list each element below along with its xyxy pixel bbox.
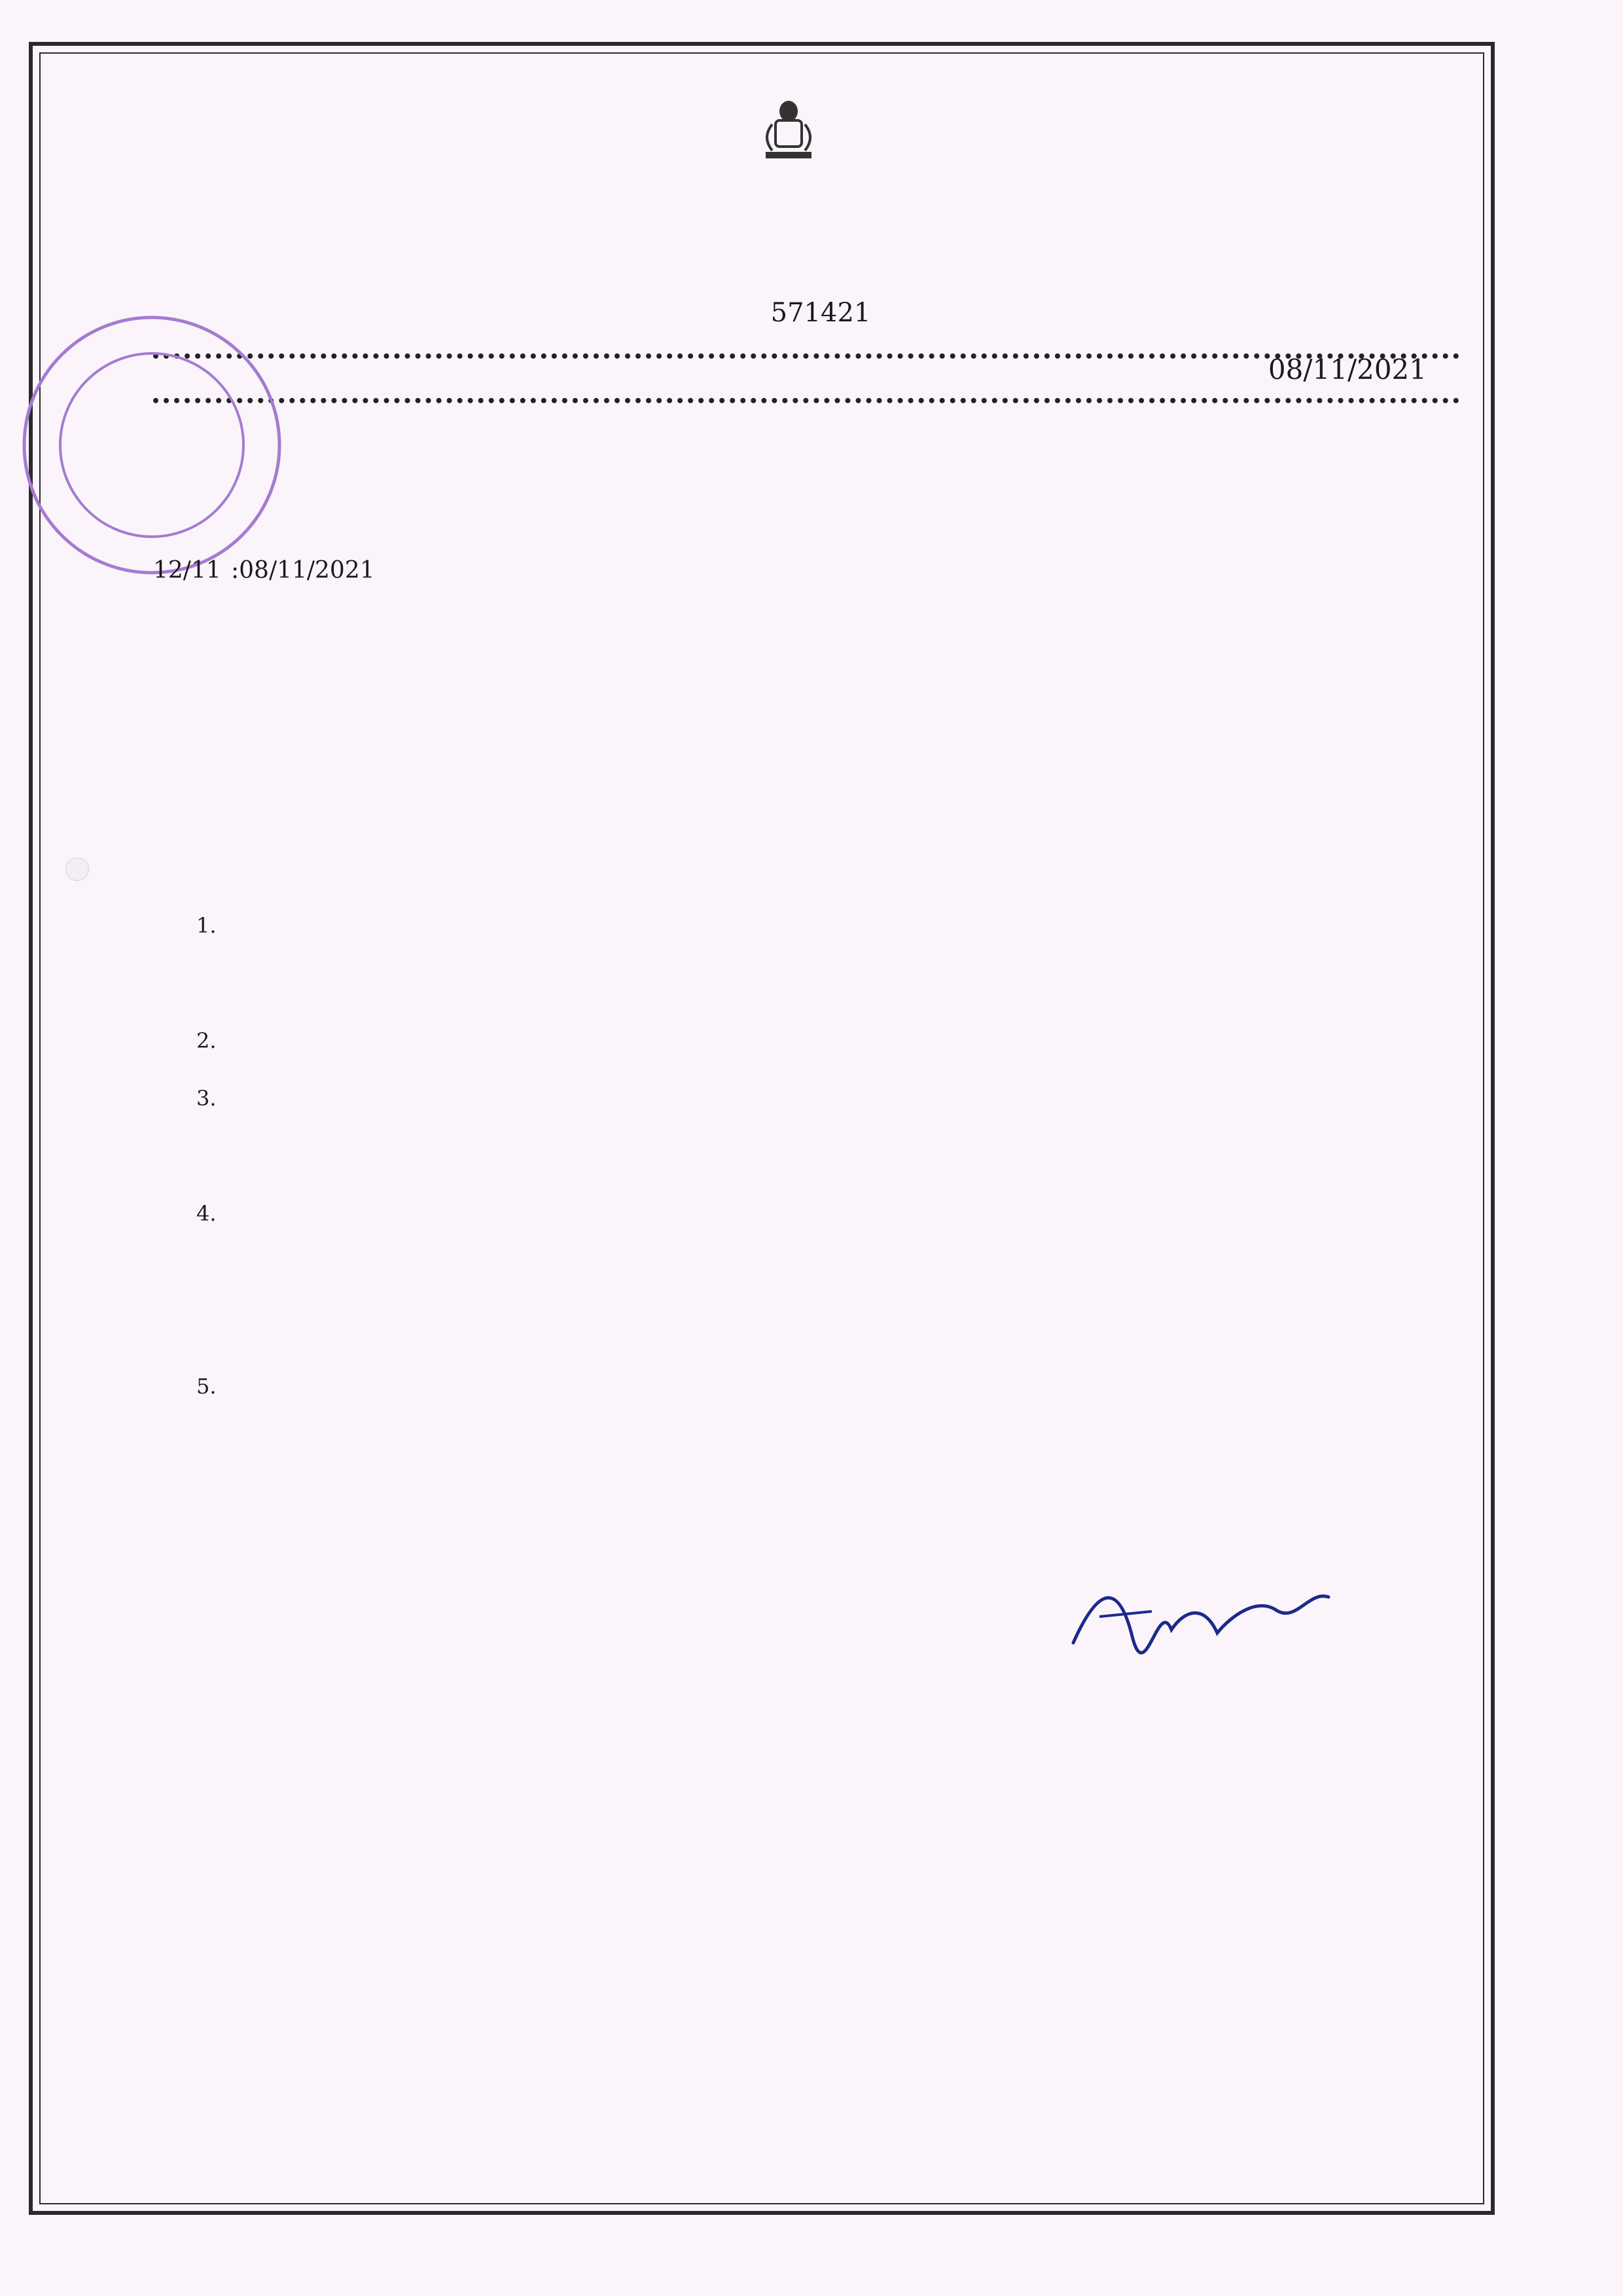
condition-item [196, 1012, 1479, 1069]
condition-number: 2. [196, 1028, 217, 1053]
punch-hole [65, 857, 89, 881]
date-block [1021, 353, 1427, 393]
condition-number: 4. [196, 1201, 217, 1226]
condition-item [196, 1069, 1479, 1185]
condition-item [196, 897, 1479, 1012]
condition-number: 1. [196, 913, 217, 938]
certificate-title [0, 445, 1623, 517]
condition-item [196, 1185, 1479, 1357]
office-stamp [942, 1685, 1400, 1803]
department-name [0, 177, 1623, 213]
application-date: :08/11/2021 [231, 557, 375, 584]
pin-code: 571421 [770, 298, 871, 328]
header-state [0, 128, 1623, 164]
condition-number: 5. [196, 1374, 217, 1399]
officer-designation [897, 1640, 1472, 1685]
date-divider [153, 398, 1459, 403]
certificate-body [153, 537, 1469, 851]
condition-number: 3. [196, 1086, 217, 1111]
office-name [0, 213, 1623, 291]
date-value: 08/11/2021 [1268, 353, 1427, 386]
account-number: 12/11 [153, 557, 221, 584]
